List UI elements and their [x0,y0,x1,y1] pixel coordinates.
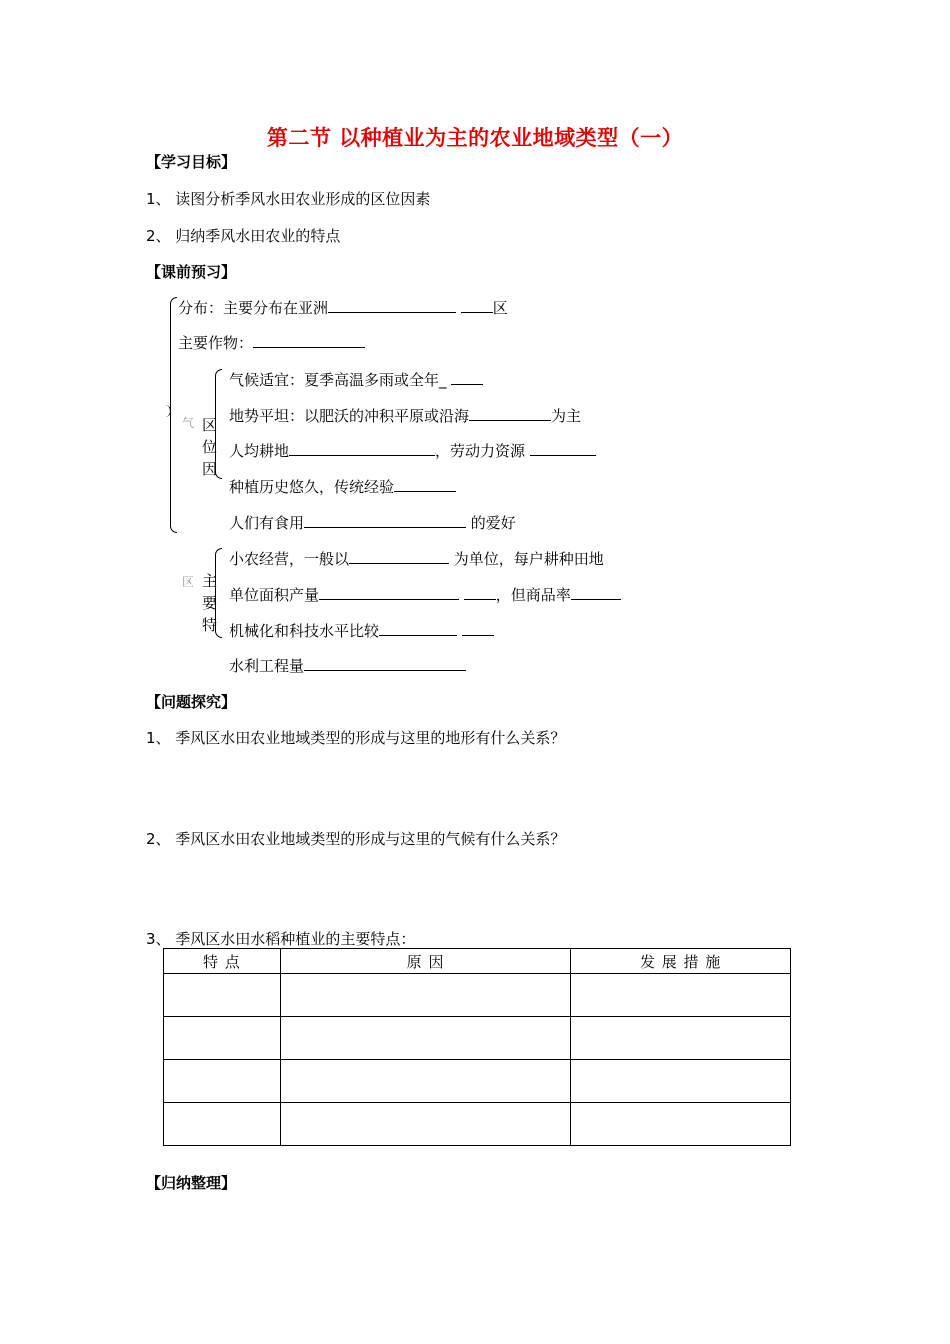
factor-terrain [229,405,581,426]
blank-field[interactable] [530,440,596,456]
feature-mechanization [229,620,494,641]
blank-field[interactable] [464,584,496,600]
table-header: 发 展 措 施 [571,949,791,974]
distribution-label: 分布：主要分布在亚洲 [178,299,329,317]
section-heading-goals: 【学习目标】 [146,153,237,171]
feature-scale [229,548,604,569]
blank-field[interactable] [349,548,449,564]
faint-char: 气 [182,416,195,430]
factor-suffix: 为主 [551,407,582,425]
blank-field[interactable] [469,405,551,421]
feature-yield [229,584,621,605]
outer-brace [170,297,177,533]
feature-middle: ，但商品率 [495,586,571,604]
table-cell[interactable] [280,974,571,1017]
table-header-row [164,949,791,974]
table-cell[interactable] [164,1103,281,1146]
factor-diet [229,512,516,533]
distribution-suffix: 区 [492,299,508,317]
table-row [164,1060,791,1103]
table-cell[interactable] [571,1017,791,1060]
table-row [164,1103,791,1146]
feature-text: 水利工程量 [229,657,305,675]
factor-middle: ，劳动力资源 [435,442,526,460]
blank-field[interactable] [304,512,466,528]
goal-item: 2、 归纳季风水田农业的特点 [146,227,341,245]
table-cell[interactable] [280,1103,571,1146]
factor-suffix: 的爱好 [466,514,516,532]
blank-field[interactable] [304,655,466,671]
section-heading-preview: 【课前预习】 [146,263,237,281]
table-cell[interactable] [164,1017,281,1060]
table-cell[interactable] [571,1103,791,1146]
factor-text: 地势平坦：以肥沃的冲积平原或沿海 [229,407,470,425]
feature-irrigation [229,655,466,676]
factor-text: 人们有食用 [229,514,305,532]
section-heading-explore: 【问题探究】 [146,693,237,711]
features-table [163,948,791,1146]
feature-text: 小农经营，一般以 [229,550,350,568]
table-cell[interactable] [280,1060,571,1103]
question-item: 1、 季风区水田农业地域类型的形成与这里的地形有什么关系？ [146,729,566,747]
blank-field[interactable] [379,620,457,636]
location-side-char: 因 [202,460,218,478]
goal-item: 1、 读图分析季风水田农业形成的区位因素 [146,190,431,208]
table-cell[interactable] [571,1060,791,1103]
factor-text: 人均耕地 [229,442,290,460]
feature-text: 机械化和科技水平比较 [229,622,380,640]
distribution-line [178,297,508,318]
features-side-char: 特 [202,616,218,634]
question-item: 3、 季风区水田水稻种植业的主要特点： [146,930,416,948]
faint-char: 区 [182,575,195,589]
blank-field[interactable] [451,369,483,385]
blank-field[interactable] [394,476,456,492]
table-cell[interactable] [280,1017,571,1060]
factor-text: 种植历史悠久，传统经验 [229,478,395,496]
blank-field[interactable] [289,440,435,456]
section-heading-summary: 【归纳整理】 [146,1174,237,1192]
feature-text: 单位面积产量 [229,586,320,604]
location-side-char: 位 [202,438,218,456]
blank-field[interactable] [328,297,456,313]
table-header: 原 因 [280,949,571,974]
blank-field[interactable] [571,584,621,600]
factor-land [229,440,596,461]
table-cell[interactable] [571,974,791,1017]
table-header: 特 点 [164,949,281,974]
page-title: 第二节 以种植业为主的农业地域类型（一） [266,126,684,150]
location-side-char: 区 [202,416,218,434]
features-side-char: 主 [202,572,218,590]
factor-history [229,476,456,497]
blank-field[interactable] [319,584,459,600]
question-item: 2、 季风区水田农业地域类型的形成与这里的气候有什么关系？ [146,830,566,848]
features-side-char: 要 [202,594,218,612]
crop-label: 主要作物： [178,334,254,352]
crop-line [178,332,365,353]
table-row [164,974,791,1017]
factor-text: 气候适宜：夏季高温多雨或全年_ [229,371,447,389]
table-row [164,1017,791,1060]
table-cell[interactable] [164,974,281,1017]
blank-field[interactable] [253,332,365,348]
blank-field[interactable] [461,297,493,313]
table-cell[interactable] [164,1060,281,1103]
feature-suffix: 为单位，每户耕种田地 [449,550,604,568]
factor-climate [229,369,483,390]
blank-field[interactable] [462,620,494,636]
